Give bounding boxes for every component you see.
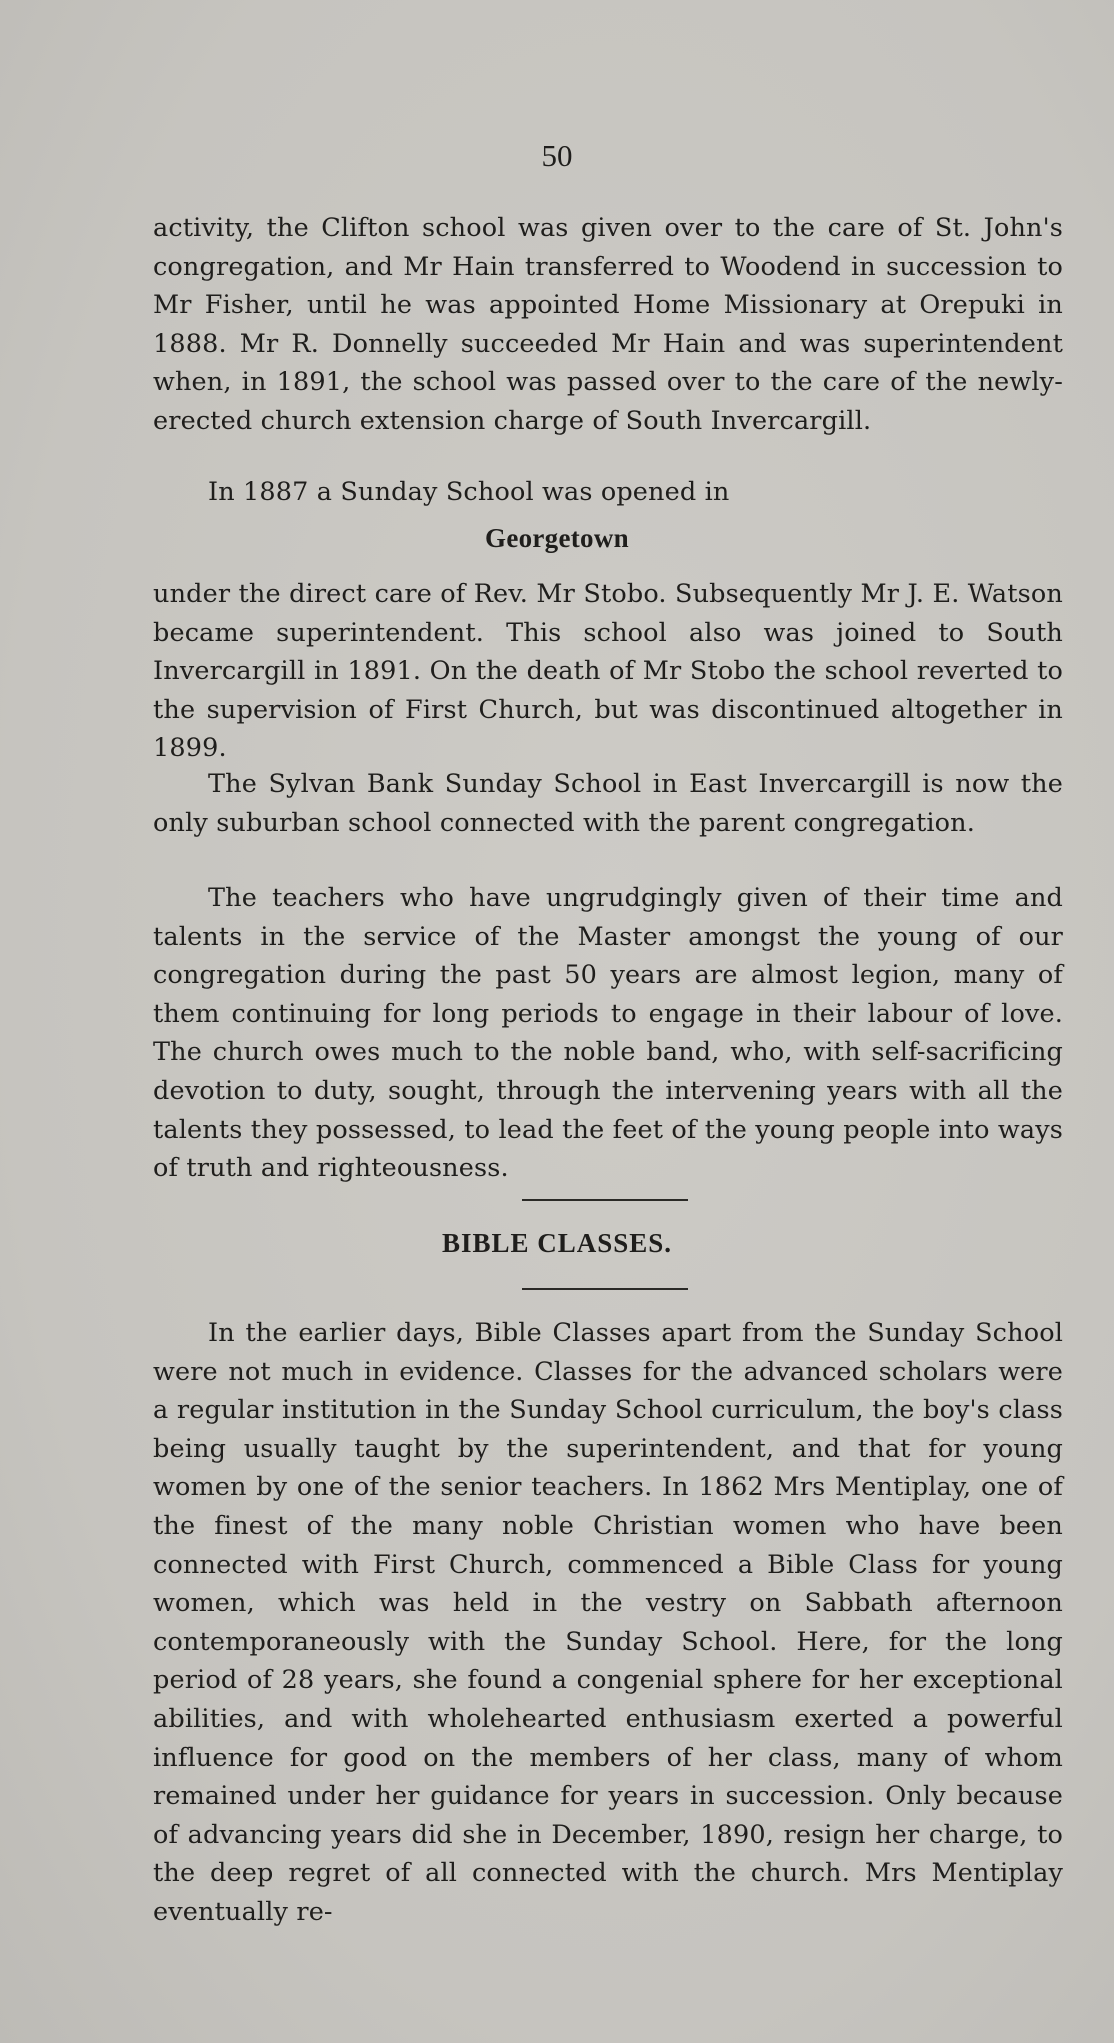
divider-rule-bottom — [522, 1288, 688, 1290]
page-number: 50 — [541, 138, 573, 173]
subheading-georgetown: Georgetown — [485, 523, 629, 553]
paragraph-text: In the earlier days, Bible Classes apart from the Sunday School were not much in evidence. Classes for the advanced scholars were a regular institution in the Sunday School curriculum, the boy's class being usually taught by the superintendent, and that for young women by one of the senior teachers. In 1862 Mrs Mentiplay, one of the finest of the many noble Christian women who have been connected with First Church, commenced a Bible Class for young women, which was held in the vestry on Sabbath afternoon contemporaneously with the Sunday School. Here, for the long period of 28 years, she found a congenial sphere for her exceptional abilities, and with wholehearted enthusiasm exerted a powerful influence for good on the members of her class, many of whom remained under her guidance for years in succession. Only because of advancing years did she in December, 1890, resign her charge, to the deep regret of all connected with the church. Mrs Mentiplay eventually re- — [153, 1318, 1063, 1927]
paragraph-georgetown-intro — [153, 473, 1063, 512]
divider-rule-top — [522, 1199, 688, 1201]
paragraph-text: In 1887 a Sunday School was opened in — [208, 477, 730, 507]
paragraph-text: The teachers who have ungrudgingly given of their time and talents in the service of the Master amongst the young of our congregation during the past 50 years are almost legion, many of them continuing for long periods to engage in their labour of love. The church owes much to the noble band, who, with self-sacrificing devotion to duty, sought, through the intervening years with all the talents they possessed, to lead the feet of the young people into ways of truth and righteousness. — [153, 883, 1063, 1184]
section-heading-bible-classes: BIBLE CLASSES. — [441, 1228, 673, 1258]
paragraph-teachers — [153, 879, 1063, 1188]
paragraph-georgetown-school — [153, 575, 1063, 768]
paragraph-sylvan-bank — [153, 765, 1063, 842]
paragraph-bible-classes — [153, 1314, 1063, 1932]
paragraph-text: under the direct care of Rev. Mr Stobo. Subsequently Mr J. E. Watson became superintendent. This school also was joined to South Invercargill in 1891. On the death of Mr Stobo the school reverted to the supervision of First Church, but was discontinued altogether in 1899. — [153, 579, 1063, 764]
paragraph-text: The Sylvan Bank Sunday School in East Invercargill is now the only suburban school connected with the parent congregation. — [153, 769, 1063, 838]
paragraph-text: activity, the Clifton school was given over to the care of St. John's congregation, and Mr Hain transferred to Woodend in succession to Mr Fisher, until he was appointed Home Missionary at Orepuki in 1888. Mr R. Donnelly succeeded Mr Hain and was superintendent when, in 1891, the school was passed over to the care of the newly-erected church extension charge of South Invercargill. — [153, 213, 1063, 436]
paragraph-clifton-school — [153, 209, 1063, 441]
